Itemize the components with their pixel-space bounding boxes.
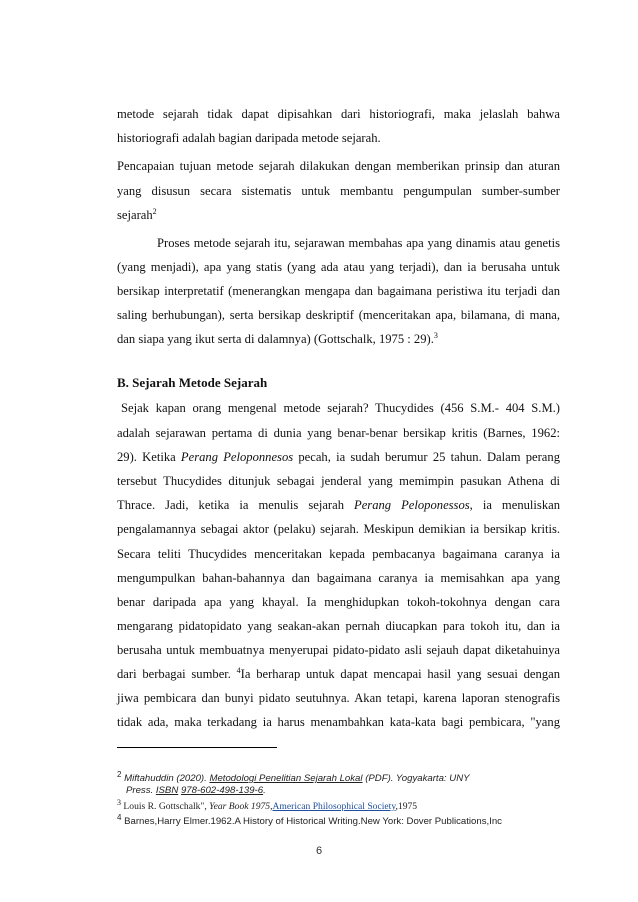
p4-line-2: adalah sejarawan pertama di dunia yang benar-benar bersikap kritis (Barnes, 1962: (117, 426, 560, 440)
footnote-2-end: . (263, 785, 266, 796)
footnote-2-line-2 (126, 785, 266, 797)
footnote-3 (117, 797, 418, 813)
p4-line-8: mengumpulkan bahan-bahannya dan bagaimana caranya ia memisahkan apa yang (117, 571, 560, 585)
p4-line-3 (117, 449, 560, 465)
p1-line-2: historiografi adalah bagian daripada metode sejarah. (117, 131, 381, 145)
footnote-ref-4: 4 (236, 665, 241, 675)
page-number: 6 (315, 845, 323, 857)
footnote-2-number: 2 (117, 769, 122, 779)
p4-line-3a: 29). Ketika (117, 450, 181, 464)
p4-line-13: jiwa pembicara dan bunyi pidato seutuhnya. Akan tetapi, karena laporan stenografis (117, 691, 560, 705)
footnote-4 (117, 812, 502, 828)
p4-line-5-italic: Perang Peloponessos (354, 498, 470, 512)
footnote-3-end: ,1975 (395, 801, 418, 812)
p3-line-5-text: dan siapa yang ikut serta di dalamnya) (Gottschalk, 1975 : 29). (117, 332, 434, 346)
p1-line-1: metode sejarah tidak dapat dipisahkan dari historiografi, maka jelaslah bahwa (117, 107, 560, 121)
footnote-2-title-link[interactable]: Metodologi Penelitian Sejarah Lokal (209, 773, 363, 784)
p4-line-6: pengalamannya sebagai aktor (pelaku) sejarah. Meskipun demikian ia bersikap kritis. (117, 522, 560, 536)
footnote-3-number: 3 (117, 797, 121, 807)
p4-line-12 (117, 666, 560, 682)
p2-line-2: yang disusun secara sistematis untuk membantu pengumpulan sumber-sumber (117, 184, 560, 198)
footnote-3-italic: Year Book 1975 (209, 801, 271, 812)
footnote-2-line-1 (117, 769, 470, 785)
p4-line-3b: pecah, ia sudah berumur 25 tahun. Dalam perang (293, 450, 560, 464)
footnote-3-author: Louis R. Gottschalk", (123, 801, 210, 812)
p3-line-3: bersikap interpretatif (menerangkan mengapa dan bagaimana peristiwa itu terjadi dan (117, 284, 560, 298)
p2-line-3 (117, 207, 560, 223)
p4-line-5 (117, 497, 560, 513)
footnote-separator (117, 747, 277, 748)
p4-line-12a: dari berbagai sumber. (117, 667, 237, 681)
footnote-3-link[interactable]: American Philosophical Society (272, 801, 396, 812)
footnote-2-author: Miftahuddin (2020). (124, 773, 210, 784)
footnote-3-sep: , (270, 801, 273, 812)
footnote-2-press: Press. (126, 785, 156, 796)
footnote-2-isbn-link[interactable]: ISBN (155, 785, 179, 796)
footnote-ref-2: 2 (152, 206, 157, 216)
p3-line-1: Proses metode sejarah itu, sejarawan membahas apa yang dinamis atau genetis (157, 236, 560, 250)
footnote-ref-3: 3 (433, 330, 438, 340)
p3-line-4: saling berhubungan), serta bersikap deskriptif (menceritakan apa, bilamana, di mana, (117, 308, 560, 322)
footnote-4-number: 4 (117, 812, 122, 822)
p4-line-9: benar daripada apa yang khayal. Ia menghidupkan tokoh-tokohnya dengan cara (117, 595, 560, 609)
p4-line-10: mengarang pidatopidato yang seakan-akan pernah diucapkan para tokoh itu, dan ia (117, 619, 560, 633)
p4-line-12b: Ia berharap untuk dapat mencapai hasil yang sesuai dengan (240, 667, 560, 681)
p4-line-7: Secara teliti Thucydides menceritakan kepada pembacanya bagaimana caranya ia (117, 547, 560, 561)
p3-line-2: (yang menjadi), apa yang statis (yang ada atau yang terjadi), dan ia berusaha untuk (117, 260, 560, 274)
p4-line-1: Sejak kapan orang mengenal metode sejarah? Thucydides (456 S.M.- 404 S.M.) (121, 401, 560, 415)
p4-line-5a: Thrace. Jadi, ketika ia menulis sejarah (117, 498, 355, 512)
p4-line-5b: , ia menuliskan (469, 498, 560, 512)
p4-line-11: berusaha untuk membuatnya menyerupai pidato-pidato asli sejauh dapat diketahuinya (117, 643, 560, 657)
section-heading: B. Sejarah Metode Sejarah (117, 375, 268, 390)
footnote-2-isbn-value-link[interactable]: 978-602-498-139-6 (180, 785, 264, 796)
footnote-4-text: Barnes,Harry Elmer.1962.A History of Historical Writing.New York: Dover Publications,Inc (124, 816, 502, 827)
p3-line-5 (117, 331, 560, 347)
p4-line-14: tidak ada, maka terkadang ia harus menambahkan kata-kata bagi pembicara, "yang (117, 715, 560, 729)
footnote-2-publisher: (PDF). Yogyakarta: UNY (362, 773, 470, 784)
p2-line-3-text: sejarah (117, 208, 153, 222)
p4-line-3-italic: Perang Peloponnesos (180, 450, 294, 464)
p4-line-4: tersebut Thucydides ditunjuk sebagai jenderal yang memimpin pasukan Athena di (117, 474, 560, 488)
p2-line-1: Pencapaian tujuan metode sejarah dilakukan dengan memberikan prinsip dan aturan (117, 159, 560, 173)
